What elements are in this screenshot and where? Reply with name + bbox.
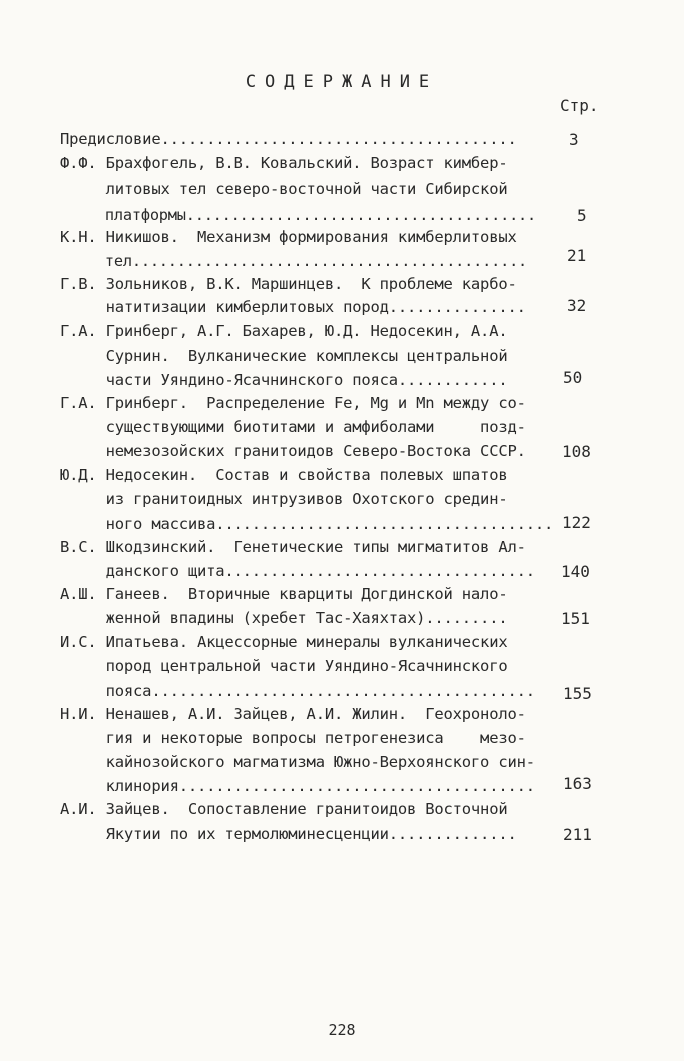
toc-entry-line: части Уяндино-Ясачнинского пояса............ [60,371,526,389]
toc-entry-line: женной впадины (хребет Тас-Хаяхтах)......... [60,609,526,627]
page-number: 228 [328,1021,356,1039]
toc-page-number: 155 [563,684,592,703]
toc-entry-line: ного массива..................................... [60,515,554,533]
toc-entry-line: существующими биотитами и амфиболами позд- [60,418,526,436]
toc-page-number: 5 [577,206,587,225]
toc-page-number: 140 [561,562,590,581]
toc-entry-line: И.С. Ипатьева. Акцессорные минералы вулканических [60,633,508,651]
toc-entry-line: кайнозойского магматизма Южно-Верхоянского син- [60,753,535,771]
toc-entry-line: Якутии по их термолюминесценции.............. [60,825,526,843]
toc-entry-line: немезозойских гранитоидов Северо-Востока СССР. [60,442,535,460]
page-title: СОДЕРЖАНИЕ [245,72,439,92]
toc-entry-line: К.Н. Никишов. Механизм формирования кимберлитовых [60,228,517,246]
toc-page-number: 3 [569,130,579,149]
toc-entry-line: Сурнин. Вулканические комплексы центральной [60,347,508,365]
toc-entry-line: литовых тел северо-восточной части Сибирской [60,180,508,198]
toc-entry-line: Ю.Д. Недосекин. Состав и свойства полевых шпатов [60,466,508,484]
toc-entry-line: Предисловие....................................... [60,130,544,148]
toc-page-number: 122 [562,513,591,532]
toc-entry-line: Г.В. Зольников, В.К. Маршинцев. К проблеме карбо- [60,275,517,293]
toc-entry-line: данского щита.................................. [60,562,554,580]
toc-entry-line: А.И. Зайцев. Сопоставление гранитоидов Восточной [60,800,508,818]
toc-entry-line: Ф.Ф. Брахфогель, В.В. Ковальский. Возраст кимбер- [60,154,508,172]
toc-entry-line: Г.А. Гринберг, А.Г. Бахарев, Ю.Д. Недосекин, А.А. [60,322,508,340]
toc-page-number: 163 [563,774,592,793]
toc-page-number: 108 [562,442,591,461]
toc-entry-line: натитизации кимберлитовых пород............... [60,298,554,316]
toc-page-number: 211 [563,825,592,844]
toc-entry-line: Н.И. Ненашев, А.И. Зайцев, А.И. Жилин. Геохроноло- [60,705,526,723]
toc-entry-line: из гранитоидных интрузивов Охотского средин- [60,490,508,508]
toc-page-number: 50 [563,368,583,387]
toc-page-number: 21 [567,246,587,265]
toc-entry-line: платформы....................................... [60,206,554,224]
page-column-header: Стр. [560,96,599,115]
toc-entry-line: Г.А. Гринберг. Распределение Fe, Mg и Mn между со- [60,394,526,412]
toc-entry-line: тел............................................ [60,252,554,270]
toc-page-number: 151 [561,609,590,628]
toc-entry-line: гия и некоторые вопросы петрогенезиса мезо- [60,729,526,747]
toc-entry-line: клинория....................................... [60,777,554,795]
toc-entry-line: пояса.......................................... [60,682,554,700]
toc-page-number: 32 [567,296,587,315]
toc-entry-line: А.Ш. Ганеев. Вторичные кварциты Догдинской нало- [60,585,508,603]
toc-entry-line: пород центральной части Уяндино-Ясачнинского [60,657,508,675]
toc-entry-line: В.С. Шкодзинский. Генетические типы мигматитов Ал- [60,538,526,556]
